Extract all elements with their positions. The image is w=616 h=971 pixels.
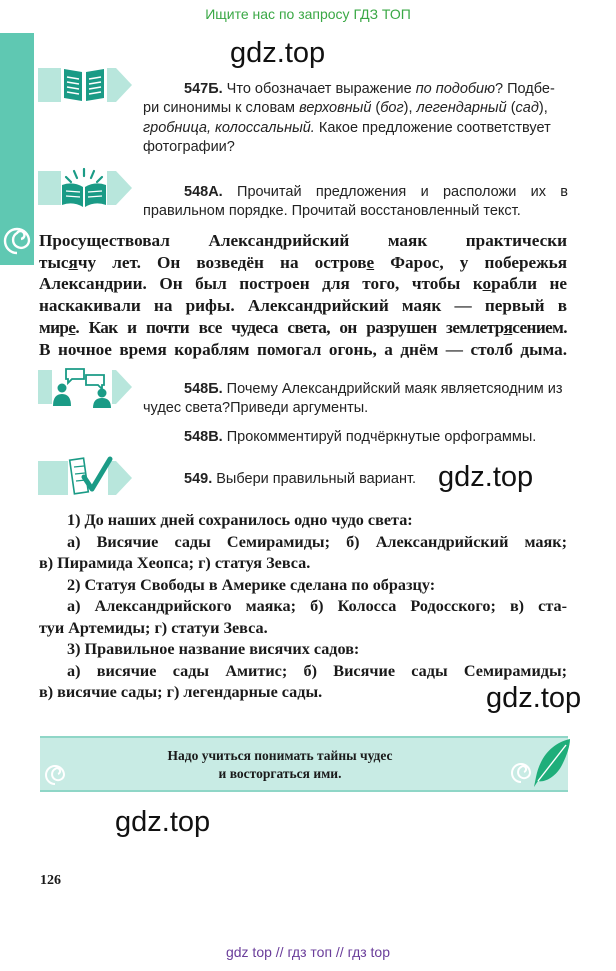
answer-line: в) Пирамида Хеопса; г) статуя Зевса. <box>39 554 311 572</box>
question-1: 1) До наших дней сохранилось одно чудо света: <box>67 511 413 529</box>
answer-line: а) Висячие сады Семирамиды; б) Александрийский маяк; <box>67 532 567 551</box>
answer-line: в) висячие сады; г) легендарные сады. <box>39 683 323 701</box>
feather-icon <box>530 737 574 789</box>
watermark: gdz.top <box>115 806 211 838</box>
open-book-icon <box>38 167 132 209</box>
task-548a-line2: правильном порядке. Прочитай восстановленный текст. <box>143 203 521 219</box>
question-3: 3) Правильное название висячих садов: <box>67 640 360 658</box>
task-548b-line2: чудес света?Приведи аргументы. <box>143 400 369 416</box>
task-547b: 547Б. Что обозначает выражение по подобию? Подбе- <box>184 81 555 97</box>
task-548a-line1: 548А. Прочитай предложения и расположи их в <box>184 184 568 200</box>
quiz <box>39 510 567 704</box>
question-2: 2) Статуя Свободы в Америке сделана по образцу: <box>67 575 436 594</box>
top-banner: Ищите нас по запросу ГДЗ ТОП <box>205 6 411 22</box>
swirl-icon <box>2 226 32 256</box>
discussion-icon <box>38 366 132 408</box>
read-book-icon <box>38 64 132 106</box>
watermark: gdz.top <box>486 682 582 714</box>
passage-text: Просуществовал Александрийский маяк практически тысячу лет. Он возведён на острове Фарос, у побережья Александрии. Он был построен для того, чтобы корабли не наскакивали на рифы. Александрийский маяк — первый в мире. Как и почти все чудеса света, он разрушен землетрясением. В ночное время кораблям помогал огонь, а днём — столб дыма. <box>39 231 567 359</box>
quote-banner <box>40 736 568 792</box>
watermark: gdz.top <box>230 37 326 69</box>
task-548v: 548В. Прокомментируй подчёркнутые орфограммы. <box>184 429 537 445</box>
task-548b-line1: 548Б. Почему Александрийский маяк являетсяодним из <box>184 381 563 397</box>
answer-line: туи Артемиды; г) статуи Зевса. <box>39 618 268 637</box>
task-549: 549. Выбери правильный вариант. <box>184 471 417 487</box>
page-number: 126 <box>40 873 61 888</box>
watermark: gdz.top <box>438 461 534 493</box>
task-547b-cont: ри синонимы к словам верховный (бог), легендарный (сад), гробница, колоссальный. Какое предложение соответствует фотографии? <box>143 100 551 155</box>
checklist-icon <box>38 453 132 499</box>
answer-line: а) висячие сады Амитис; б) Висячие сады Семирамиды; <box>67 661 567 680</box>
answer-line: а) Александрийского маяка; б) Колосса Родосского; в) ста- <box>67 597 567 615</box>
footer: gdz top // гдз топ // гдз top <box>225 944 391 960</box>
quote-text: Надо учиться понимать тайны чудес и восторгаться ими. <box>167 748 393 781</box>
